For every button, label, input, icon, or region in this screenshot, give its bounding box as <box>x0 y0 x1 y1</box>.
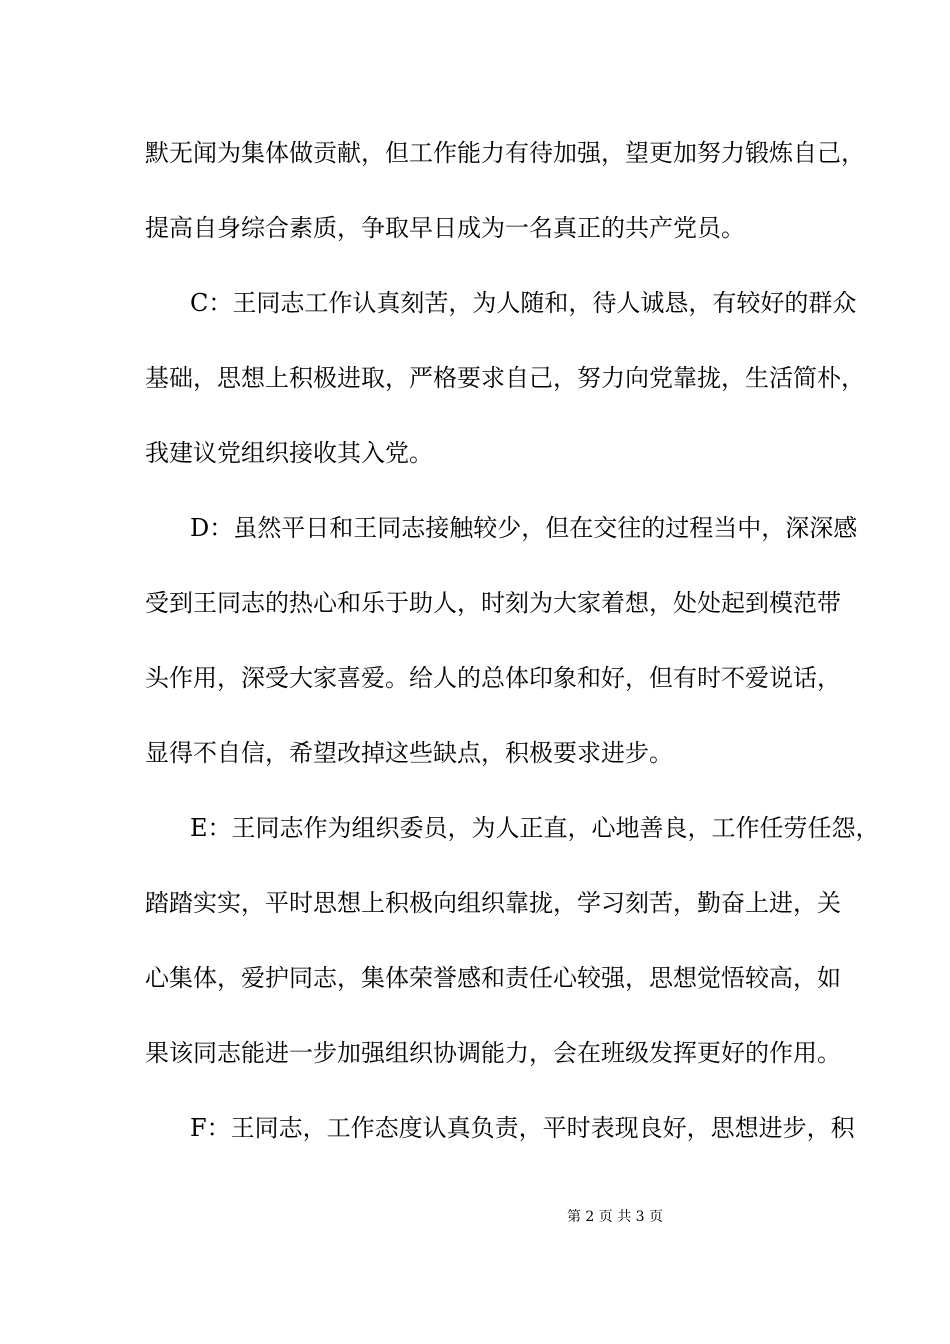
text-line: 显得不自信，希望改掉这些缺点，积极要求进步。 <box>145 739 673 767</box>
text-line: 头作用，深受大家喜爱。给人的总体印象和好，但有时不爱说话， <box>145 664 841 692</box>
paragraph-f-line: F：王同志，工作态度认真负责，平时表现良好，思想进步，积 <box>190 1114 855 1142</box>
text-line: 受到王同志的热心和乐于助人，时刻为大家着想，处处起到模范带 <box>145 589 841 617</box>
text-line: 默无闻为集体做贡献，但工作能力有待加强，望更加努力锻炼自己， <box>145 139 865 167</box>
page-number-footer: 第 2 页 共 3 页 <box>566 1209 664 1225</box>
text-line: 我建议党组织接收其入党。 <box>145 439 433 467</box>
text-line: 提高自身综合素质，争取早日成为一名真正的共产党员。 <box>145 214 745 242</box>
text-line: 果该同志能进一步加强组织协调能力，会在班级发挥更好的作用。 <box>145 1039 841 1067</box>
paragraph-e-line: E：王同志作为组织委员，为人正直，心地善良，工作任劳任怨， <box>190 814 880 842</box>
text-line: 心集体，爱护同志，集体荣誉感和责任心较强，思想觉悟较高，如 <box>145 964 841 992</box>
text-line: 踏踏实实，平时思想上积极向组织靠拢，学习刻苦，勤奋上进，关 <box>145 889 841 917</box>
text-line: 基础，思想上积极进取，严格要求自己，努力向党靠拢，生活简朴， <box>145 364 865 392</box>
paragraph-d-line: D：虽然平日和王同志接触较少，但在交往的过程当中，深深感 <box>190 514 858 542</box>
paragraph-c-line: C：王同志工作认真刻苦，为人随和，待人诚恳，有较好的群众 <box>190 289 857 317</box>
